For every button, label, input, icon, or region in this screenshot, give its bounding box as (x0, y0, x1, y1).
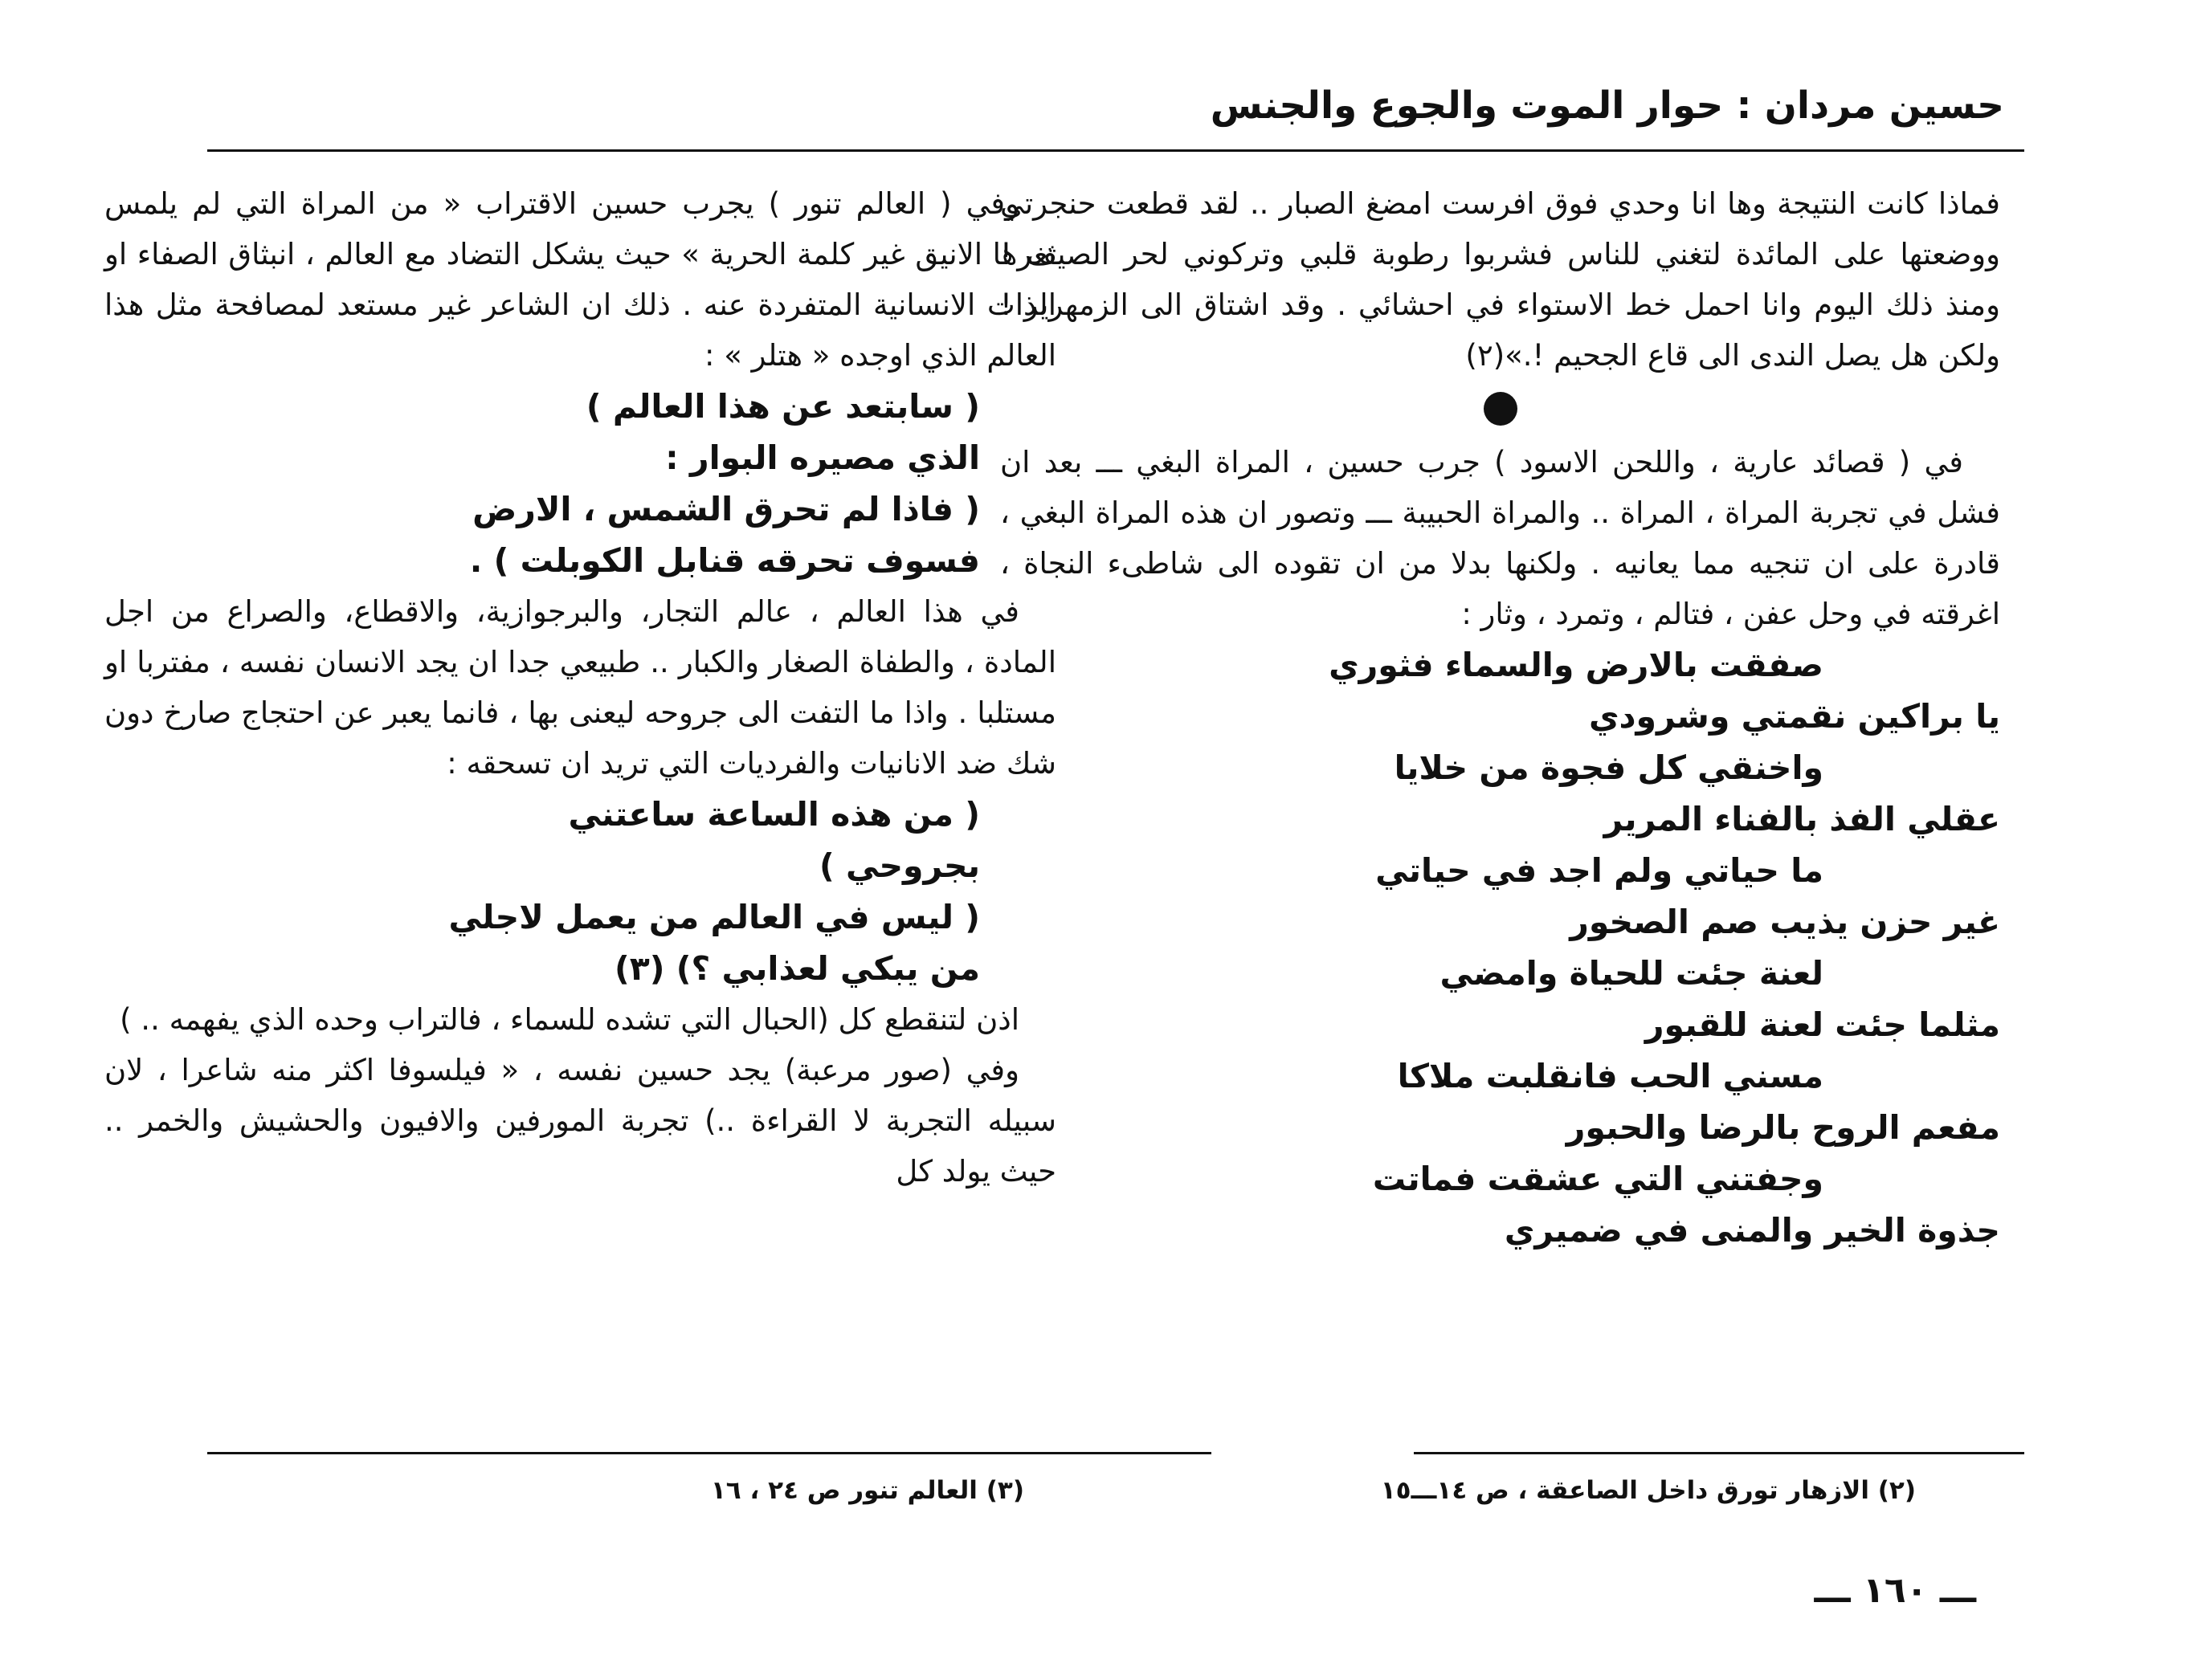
section-bullet-icon (1484, 392, 1517, 426)
verse-line: بجروحي ) (819, 846, 980, 885)
verse-line: من يبكي لعذابي ؟) (٣) (614, 949, 980, 988)
left-paragraph-2: في هذا العالم ، عالم التجار، والبرجوازية، والاقطاع، والصراع من اجل المادة ، والطفاة الصغار والكبار .. طبيعي جدا ان يجد الانسان نفسه ، مفتربا او مستلبا . واذا ما التفت الى جروحه ليعنى بها ، فانما يعبر عن احتجاج صارخ دون شك ضد الانانيات والفرديات التي تريد ان تسحقه : (104, 594, 1056, 781)
verse-line: الذي مصيره البوار : (665, 438, 980, 477)
header-rule (207, 149, 2024, 152)
verse-line: ( من هذه الساعة ساعتني (568, 795, 980, 834)
right-verses (1000, 639, 2000, 1256)
verse-line: صفقت بالارض والسماء فثوري (1329, 646, 1823, 684)
right-column (1000, 178, 2000, 1256)
verse-line: غير حزن يذيب صم الصخور (1570, 903, 2000, 941)
verse-line: مفعم الروح بالرضا والحبور (1566, 1108, 2000, 1147)
left-paragraph-4: وفي (صور مرعبة) يجد حسين نفسه ، « فيلسوفا اكثر منه شاعرا ، لان سبيله التجربة لا القراءة ..) تجربة المورفين والافيون والحشيش والخمر .. حيث يولد كل (104, 1053, 1056, 1189)
verse-line: ( ليس في العالم من يعمل لاجلي (448, 898, 980, 936)
running-head: حسين مردان : حوار الموت والجوع والجنس (1210, 84, 2004, 128)
footnote-rule-right (1414, 1452, 2024, 1454)
verse-line: عقلي الفذ بالفناء المرير (1603, 800, 2000, 838)
verse-line: ما حياتي ولم اجد في حياتي (1375, 851, 1823, 890)
footnote-right: (٢) الازهار تورق داخل الصاعقة ، ص ١٤ـــ١٥ (1380, 1476, 1916, 1505)
verse-line: وجفتني التي عشقت فماتت (1372, 1160, 1823, 1198)
verse-line: ( سابتعد عن هذا العالم ) (586, 387, 980, 426)
verse-line: مثلما جئت لعنة للقبور (1644, 1005, 2000, 1044)
footnote-rule-left (207, 1452, 1211, 1454)
verse-line: مسني الحب فانقلبت ملاكا (1397, 1057, 1823, 1095)
verse-line: لعنة جئت للحياة وامضي (1439, 954, 1823, 993)
verse-line: فسوف تحرقه قنابل الكوبلت ) . (469, 541, 980, 580)
right-paragraph-2: في ( قصائد عارية ، واللحن الاسود ) جرب حسين ، المراة البغي ـــ بعد ان فشل في تجربة المراة ، المراة .. والمراة الحبيبة ـــ وتصور ان هذه المراة البغي ، قادرة على ان تنجيه مما يعانيه . ولكنها بدلا من ان تقوده الى شاطىء النجاة ، اغرقته في وحل عفن ، فتالم ، وتمرد ، وثار : (1000, 445, 2000, 631)
page-number: ـــ ١٦٠ ـــ (1814, 1570, 1976, 1611)
footnote-left: (٣) العالم تنور ص ٢٤ ، ١٦ (710, 1476, 1024, 1505)
left-verses-1 (104, 381, 1056, 586)
verse-line: ( فاذا لم تحرق الشمس ، الارض (472, 490, 980, 528)
left-paragraph-3: اذن لتنقطع كل (الحبال التي تشده للسماء ، فالتراب وحده الذي يفهمه .. ) (120, 1002, 1019, 1037)
left-paragraph-1: وفي ( العالم تنور ) يجرب حسين الاقتراب « من المراة التي لم يلمس ثغرها الانيق غير كلمة الحرية » حيث يشكل التضاد مع العالم ، انبثاق الصفاء او الذات الانسانية المتفردة عنه . ذلك ان الشاعر غير مستعد لمصافحة مثل هذا العالم الذي اوجده « هتلر » : (104, 186, 1056, 373)
verse-line: جذوة الخير والمنى في ضميري (1504, 1211, 2000, 1250)
right-paragraph-1: فماذا كانت النتيجة وها انا وحدي فوق افرست امضغ الصبار .. لقد قطعت حنجرتي ووضعتها على المائدة لتغني للناس فشربوا رطوبة قلبي وتركوني لحر الصيف ! ومنذ ذلك اليوم وانا احمل خط الاستواء في احشائي . وقد اشتاق الى الزمهرير ! ولكن هل يصل الندى الى قاع الجحيم !.»(٢) (1000, 186, 2000, 373)
left-verses-2 (104, 789, 1056, 994)
verse-line: يا براكين نقمتي وشرودي (1588, 697, 2000, 736)
left-column (104, 178, 1056, 1197)
verse-line: واخنقي كل فجوة من خلايا (1394, 748, 1823, 787)
